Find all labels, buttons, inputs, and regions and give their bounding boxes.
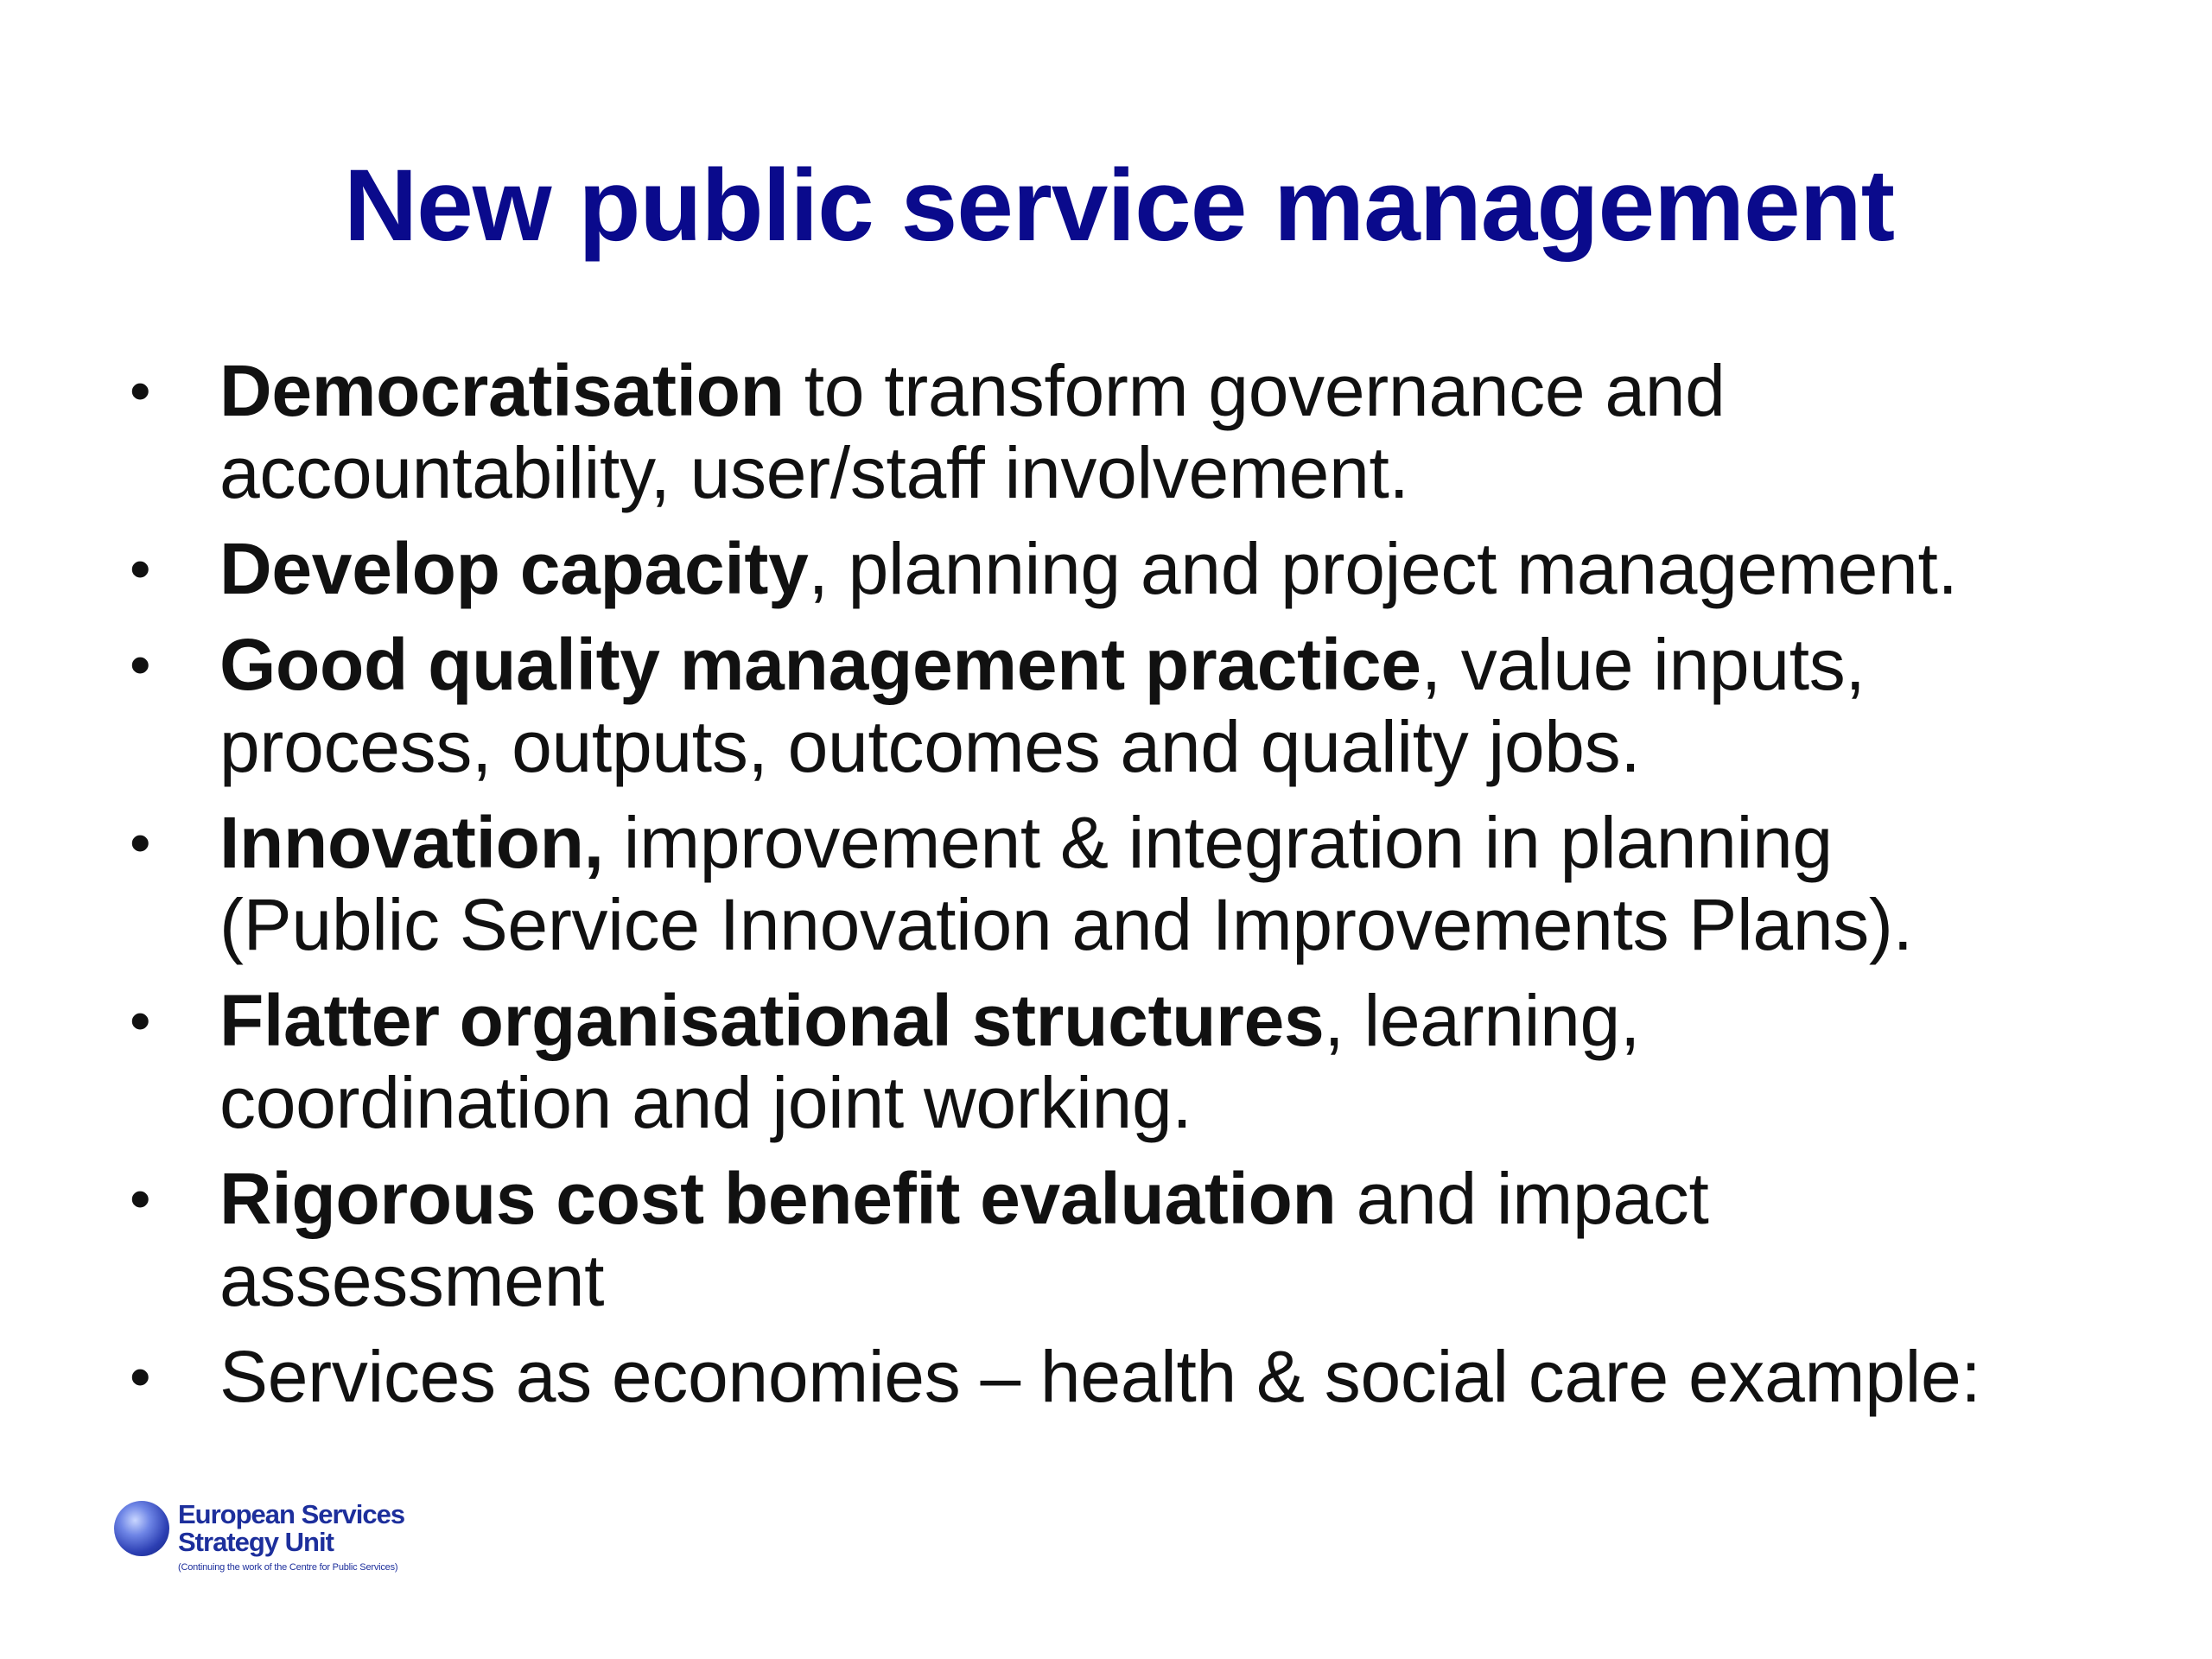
globe-icon	[114, 1501, 169, 1556]
slide-title: New public service management	[343, 149, 1895, 263]
bullet-dot-icon: •	[130, 535, 151, 602]
bullet-item	[130, 802, 2117, 966]
bullet-bold: Democratisation	[219, 350, 785, 431]
bullet-item	[130, 980, 2117, 1144]
bullet-text-line2: assessment	[219, 1240, 605, 1321]
bullet-dot-icon: •	[130, 1165, 151, 1232]
bullet-bold: Innovation,	[219, 802, 604, 883]
bullet-text-line2: accountability, user/staff involvement.	[219, 432, 1409, 513]
bullet-text: , planning and project management.	[808, 528, 1958, 609]
bullet-text: , value inputs,	[1421, 624, 1866, 705]
bullet-list	[130, 350, 2117, 1432]
bullet-dot-icon: •	[130, 631, 151, 698]
bullet-dot-icon: •	[130, 357, 151, 424]
bullet-dot-icon: •	[130, 987, 151, 1054]
logo-name-line1: European Services	[178, 1499, 405, 1529]
bullet-text: , learning,	[1324, 980, 1641, 1061]
bullet-dot-icon: •	[130, 809, 151, 876]
bullet-text-line2: process, outputs, outcomes and quality jobs.	[219, 706, 1641, 787]
bullet-item	[130, 1336, 2117, 1418]
bullet-item	[130, 624, 2117, 788]
bullet-text: improvement & integration in planning	[603, 802, 1833, 883]
bullet-bold: Rigorous cost benefit evaluation	[219, 1158, 1337, 1239]
bullet-bold: Flatter organisational structures	[219, 980, 1325, 1061]
bullet-text-line2: coordination and joint working.	[219, 1062, 1192, 1143]
bullet-bold: Good quality management practice	[219, 624, 1421, 705]
logo-tagline: (Continuing the work of the Centre for Public Services)	[178, 1562, 398, 1573]
bullet-item	[130, 1158, 2117, 1322]
bullet-text: Services as economies – health & social care example:	[219, 1336, 1981, 1417]
bullet-bold: Develop capacity	[219, 528, 809, 609]
bullet-dot-icon: •	[130, 1343, 151, 1410]
logo-name-line2: Strategy Unit	[178, 1527, 334, 1557]
bullet-item	[130, 350, 2117, 514]
bullet-text: to transform governance and	[784, 350, 1726, 431]
bullet-item	[130, 528, 2117, 610]
esssu-logo	[114, 1501, 477, 1587]
bullet-text: and impact	[1336, 1158, 1709, 1239]
bullet-text-line2: (Public Service Innovation and Improvements Plans).	[219, 884, 1913, 965]
